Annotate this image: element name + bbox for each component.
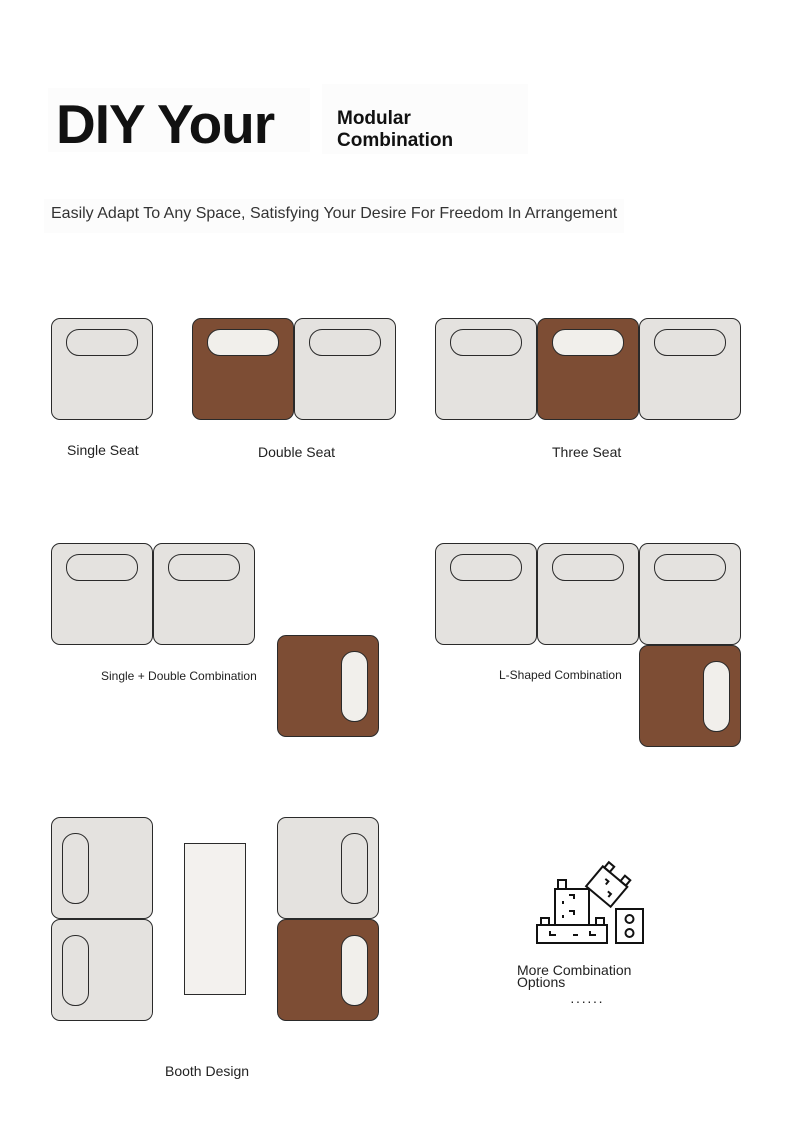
backrest-cushion bbox=[66, 554, 138, 581]
side-cushion bbox=[341, 651, 368, 722]
page-title bbox=[48, 88, 310, 155]
seat-module bbox=[435, 318, 537, 420]
seat-module bbox=[435, 543, 537, 645]
seat-module bbox=[277, 919, 379, 1021]
side-cushion bbox=[341, 833, 368, 904]
seat-module bbox=[51, 919, 153, 1021]
backrest-cushion bbox=[207, 329, 279, 356]
table-module bbox=[184, 843, 246, 995]
seat-module bbox=[51, 318, 153, 420]
seat-module bbox=[277, 817, 379, 919]
chaise-module bbox=[639, 645, 741, 747]
seat-module bbox=[294, 318, 396, 420]
chaise-module bbox=[277, 635, 379, 737]
tagline bbox=[44, 199, 624, 233]
label-single-double: Single + Double Combination bbox=[101, 669, 257, 683]
seat-module bbox=[639, 318, 741, 420]
label-booth: Booth Design bbox=[165, 1063, 250, 1079]
backrest-cushion bbox=[552, 329, 624, 356]
backrest-cushion bbox=[66, 329, 138, 356]
seat-module bbox=[639, 543, 741, 645]
seat-module bbox=[153, 543, 255, 645]
tagline-text: Easily Adapt To Any Space, Satisfying Your Desire For Freedom In Arrangement bbox=[51, 205, 618, 222]
label-three-seat: Three Seat bbox=[552, 444, 622, 460]
more-dots: ······ bbox=[570, 993, 604, 1009]
side-cushion bbox=[341, 935, 368, 1006]
seat-module bbox=[51, 817, 153, 919]
label-double-seat: Double Seat bbox=[258, 444, 336, 460]
seat-module bbox=[537, 318, 639, 420]
seat-module bbox=[537, 543, 639, 645]
seat-module bbox=[192, 318, 294, 420]
backrest-cushion bbox=[654, 329, 726, 356]
more-options-line2: Options bbox=[517, 974, 566, 990]
seat-module bbox=[51, 543, 153, 645]
backrest-cushion bbox=[450, 554, 522, 581]
label-l-shaped: L-Shaped Combination bbox=[499, 668, 622, 682]
side-cushion bbox=[703, 661, 730, 732]
backrest-cushion bbox=[168, 554, 240, 581]
backrest-cushion bbox=[309, 329, 381, 356]
side-cushion bbox=[62, 833, 89, 904]
modular-blocks-icon bbox=[530, 858, 650, 950]
side-cushion bbox=[62, 935, 89, 1006]
label-single-seat: Single Seat bbox=[67, 442, 139, 458]
page-subtitle bbox=[322, 84, 528, 154]
backrest-cushion bbox=[552, 554, 624, 581]
page-subtitle-text: Modular Combination bbox=[337, 108, 454, 151]
backrest-cushion bbox=[654, 554, 726, 581]
more-options-line1: More Combination bbox=[517, 962, 632, 978]
page-title-text: DIY Your bbox=[56, 93, 275, 155]
more-options-label bbox=[517, 964, 631, 988]
backrest-cushion bbox=[450, 329, 522, 356]
